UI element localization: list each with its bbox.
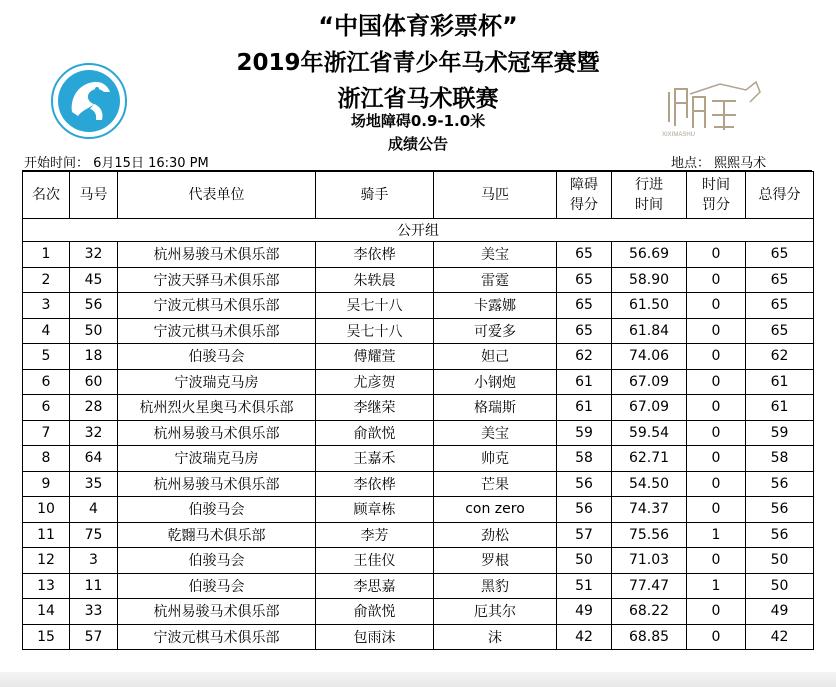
cell-club: 伯骏马会 bbox=[118, 573, 316, 599]
cell-jump-score: 62 bbox=[557, 344, 612, 370]
cell-horse: 小钢炮 bbox=[434, 369, 557, 395]
cell-time: 62.71 bbox=[612, 446, 687, 472]
cell-horse: 美宝 bbox=[434, 420, 557, 446]
cell-time: 75.56 bbox=[612, 522, 687, 548]
cell-horse: 芒果 bbox=[434, 471, 557, 497]
cell-number: 75 bbox=[70, 522, 118, 548]
table-row bbox=[23, 471, 814, 497]
cell-total: 61 bbox=[746, 369, 814, 395]
table-row bbox=[23, 395, 814, 421]
column-header-club: 代表单位 bbox=[118, 172, 316, 219]
cell-number: 18 bbox=[70, 344, 118, 370]
cell-horse: 沫 bbox=[434, 624, 557, 650]
cell-total: 50 bbox=[746, 573, 814, 599]
cell-club: 杭州易骏马术俱乐部 bbox=[118, 420, 316, 446]
column-header-rank: 名次 bbox=[23, 172, 70, 219]
title-discipline: 场地障碍0.9-1.0米 bbox=[350, 112, 486, 130]
cell-number: 33 bbox=[70, 599, 118, 625]
cell-horse: con zero bbox=[434, 497, 557, 523]
cell-total: 56 bbox=[746, 522, 814, 548]
cell-time-penalty: 0 bbox=[687, 369, 746, 395]
cell-total: 65 bbox=[746, 318, 814, 344]
cell-number: 4 bbox=[70, 497, 118, 523]
cell-time: 58.90 bbox=[612, 267, 687, 293]
cell-jump-score: 65 bbox=[557, 293, 612, 319]
cell-rider: 顾章栋 bbox=[316, 497, 434, 523]
title-league: 浙江省马术联赛 bbox=[337, 86, 499, 112]
cell-rank: 1 bbox=[23, 242, 70, 268]
cell-rank: 4 bbox=[23, 318, 70, 344]
cell-rank: 5 bbox=[23, 344, 70, 370]
cell-time: 61.50 bbox=[612, 293, 687, 319]
cell-number: 35 bbox=[70, 471, 118, 497]
cell-number: 11 bbox=[70, 573, 118, 599]
cell-club: 伯骏马会 bbox=[118, 548, 316, 574]
table-row bbox=[23, 548, 814, 574]
table-row bbox=[23, 318, 814, 344]
page-edge bbox=[0, 672, 836, 687]
cell-jump-score: 59 bbox=[557, 420, 612, 446]
group-row bbox=[23, 219, 814, 242]
cell-number: 28 bbox=[70, 395, 118, 421]
cell-time: 77.47 bbox=[612, 573, 687, 599]
cell-club: 杭州易骏马术俱乐部 bbox=[118, 471, 316, 497]
cell-time: 67.09 bbox=[612, 369, 687, 395]
cell-total: 56 bbox=[746, 497, 814, 523]
cell-rank: 2 bbox=[23, 267, 70, 293]
cell-number: 32 bbox=[70, 420, 118, 446]
cell-rider: 李依桦 bbox=[316, 471, 434, 497]
cell-club: 宁波元棋马术俱乐部 bbox=[118, 293, 316, 319]
cell-club: 杭州易骏马术俱乐部 bbox=[118, 599, 316, 625]
cell-time: 74.06 bbox=[612, 344, 687, 370]
cell-total: 59 bbox=[746, 420, 814, 446]
column-header-horse: 马匹 bbox=[434, 172, 557, 219]
cell-time-penalty: 1 bbox=[687, 522, 746, 548]
table-row bbox=[23, 624, 814, 650]
cell-jump-score: 58 bbox=[557, 446, 612, 472]
cell-horse: 雷霆 bbox=[434, 267, 557, 293]
cell-number: 56 bbox=[70, 293, 118, 319]
cell-jump-score: 61 bbox=[557, 369, 612, 395]
results-table bbox=[22, 171, 814, 650]
cell-total: 65 bbox=[746, 293, 814, 319]
cell-total: 61 bbox=[746, 395, 814, 421]
cell-club: 宁波元棋马术俱乐部 bbox=[118, 624, 316, 650]
cell-club: 杭州易骏马术俱乐部 bbox=[118, 242, 316, 268]
cell-jump-score: 50 bbox=[557, 548, 612, 574]
cell-club: 宁波元棋马术俱乐部 bbox=[118, 318, 316, 344]
column-header-time-penalty: 时间 罚分 bbox=[687, 172, 746, 219]
table-row bbox=[23, 242, 814, 268]
cell-horse: 黑豹 bbox=[434, 573, 557, 599]
cell-number: 3 bbox=[70, 548, 118, 574]
cell-number: 32 bbox=[70, 242, 118, 268]
cell-total: 65 bbox=[746, 242, 814, 268]
cell-time: 67.09 bbox=[612, 395, 687, 421]
table-row bbox=[23, 344, 814, 370]
cell-jump-score: 56 bbox=[557, 471, 612, 497]
table-row bbox=[23, 522, 814, 548]
cell-time-penalty: 0 bbox=[687, 599, 746, 625]
cell-rider: 朱轶晨 bbox=[316, 267, 434, 293]
cell-rider: 吴七十八 bbox=[316, 318, 434, 344]
cell-rank: 9 bbox=[23, 471, 70, 497]
title-event: 2019年浙江省青少年马术冠军赛暨 bbox=[236, 50, 600, 76]
cell-number: 57 bbox=[70, 624, 118, 650]
cell-rank: 10 bbox=[23, 497, 70, 523]
cell-time: 68.85 bbox=[612, 624, 687, 650]
cell-time-penalty: 0 bbox=[687, 420, 746, 446]
cell-rank: 12 bbox=[23, 548, 70, 574]
cell-time-penalty: 0 bbox=[687, 344, 746, 370]
table-row bbox=[23, 497, 814, 523]
cell-rider: 李继荣 bbox=[316, 395, 434, 421]
table-row bbox=[23, 599, 814, 625]
column-header-time: 行进 时间 bbox=[612, 172, 687, 219]
cell-time-penalty: 0 bbox=[687, 395, 746, 421]
cell-horse: 卡露娜 bbox=[434, 293, 557, 319]
table-row bbox=[23, 267, 814, 293]
cell-total: 49 bbox=[746, 599, 814, 625]
cell-rider: 李思嘉 bbox=[316, 573, 434, 599]
column-header-rider: 骑手 bbox=[316, 172, 434, 219]
venue: 地点： 熙熙马术 bbox=[671, 156, 767, 171]
cell-jump-score: 51 bbox=[557, 573, 612, 599]
group-label: 公开组 bbox=[23, 219, 814, 242]
cell-total: 58 bbox=[746, 446, 814, 472]
table-header-row bbox=[23, 172, 814, 219]
table-row bbox=[23, 293, 814, 319]
cell-jump-score: 65 bbox=[557, 242, 612, 268]
cell-club: 伯骏马会 bbox=[118, 497, 316, 523]
column-header-jump-score: 障碍 得分 bbox=[557, 172, 612, 219]
cell-club: 伯骏马会 bbox=[118, 344, 316, 370]
cell-number: 50 bbox=[70, 318, 118, 344]
cell-time: 54.50 bbox=[612, 471, 687, 497]
cell-time: 71.03 bbox=[612, 548, 687, 574]
cell-rider: 王嘉禾 bbox=[316, 446, 434, 472]
cell-rank: 3 bbox=[23, 293, 70, 319]
cell-rank: 6 bbox=[23, 395, 70, 421]
cell-club: 宁波瑞克马房 bbox=[118, 369, 316, 395]
cell-time-penalty: 0 bbox=[687, 471, 746, 497]
cell-jump-score: 65 bbox=[557, 318, 612, 344]
cell-time: 59.54 bbox=[612, 420, 687, 446]
cell-total: 50 bbox=[746, 548, 814, 574]
cell-rider: 李芳 bbox=[316, 522, 434, 548]
cell-club: 宁波瑞克马房 bbox=[118, 446, 316, 472]
club-logo-text: XIXIMASHU bbox=[662, 132, 696, 138]
cell-club: 杭州烈火星奥马术俱乐部 bbox=[118, 395, 316, 421]
cell-total: 42 bbox=[746, 624, 814, 650]
cell-number: 64 bbox=[70, 446, 118, 472]
cell-jump-score: 57 bbox=[557, 522, 612, 548]
cell-jump-score: 56 bbox=[557, 497, 612, 523]
cell-rider: 王佳仪 bbox=[316, 548, 434, 574]
cell-number: 45 bbox=[70, 267, 118, 293]
cell-rider: 吴七十八 bbox=[316, 293, 434, 319]
cell-rank: 13 bbox=[23, 573, 70, 599]
cell-time-penalty: 0 bbox=[687, 548, 746, 574]
cell-time-penalty: 1 bbox=[687, 573, 746, 599]
cell-time-penalty: 0 bbox=[687, 242, 746, 268]
cell-time-penalty: 0 bbox=[687, 267, 746, 293]
info-bar bbox=[22, 152, 812, 172]
cell-number: 60 bbox=[70, 369, 118, 395]
title-cup: “中国体育彩票杯” bbox=[318, 12, 518, 40]
cell-rank: 15 bbox=[23, 624, 70, 650]
start-time: 开始时间： 6月15日 16:30 PM bbox=[24, 156, 209, 171]
cell-jump-score: 61 bbox=[557, 395, 612, 421]
cell-rank: 11 bbox=[23, 522, 70, 548]
cell-club: 宁波天驿马术俱乐部 bbox=[118, 267, 316, 293]
table-row bbox=[23, 573, 814, 599]
cell-rider: 俞歆悦 bbox=[316, 599, 434, 625]
cell-horse: 罗根 bbox=[434, 548, 557, 574]
cell-horse: 厄其尔 bbox=[434, 599, 557, 625]
cell-rider: 傅耀萱 bbox=[316, 344, 434, 370]
cell-total: 65 bbox=[746, 267, 814, 293]
title-results: 成绩公告 bbox=[387, 135, 448, 153]
cell-time: 61.84 bbox=[612, 318, 687, 344]
table-row bbox=[23, 420, 814, 446]
cell-rider: 李依桦 bbox=[316, 242, 434, 268]
cell-rider: 尤彦贺 bbox=[316, 369, 434, 395]
cell-time: 68.22 bbox=[612, 599, 687, 625]
cell-horse: 妲己 bbox=[434, 344, 557, 370]
cell-time-penalty: 0 bbox=[687, 624, 746, 650]
cell-time-penalty: 0 bbox=[687, 293, 746, 319]
cell-horse: 帅克 bbox=[434, 446, 557, 472]
cell-horse: 劲松 bbox=[434, 522, 557, 548]
cell-rider: 包雨沫 bbox=[316, 624, 434, 650]
cell-total: 62 bbox=[746, 344, 814, 370]
cell-time: 56.69 bbox=[612, 242, 687, 268]
cell-club: 乾翾马术俱乐部 bbox=[118, 522, 316, 548]
cell-jump-score: 65 bbox=[557, 267, 612, 293]
cell-rank: 14 bbox=[23, 599, 70, 625]
column-header-total: 总得分 bbox=[746, 172, 814, 219]
cell-time: 74.37 bbox=[612, 497, 687, 523]
cell-rank: 7 bbox=[23, 420, 70, 446]
cell-total: 56 bbox=[746, 471, 814, 497]
table-row bbox=[23, 369, 814, 395]
cell-time-penalty: 0 bbox=[687, 446, 746, 472]
table-row bbox=[23, 446, 814, 472]
cell-rank: 8 bbox=[23, 446, 70, 472]
cell-rank: 6 bbox=[23, 369, 70, 395]
cell-rider: 俞歆悦 bbox=[316, 420, 434, 446]
cell-horse: 可爱多 bbox=[434, 318, 557, 344]
cell-jump-score: 42 bbox=[557, 624, 612, 650]
cell-horse: 格瑞斯 bbox=[434, 395, 557, 421]
cell-time-penalty: 0 bbox=[687, 497, 746, 523]
column-header-number: 马号 bbox=[70, 172, 118, 219]
cell-horse: 美宝 bbox=[434, 242, 557, 268]
cell-jump-score: 49 bbox=[557, 599, 612, 625]
cell-time-penalty: 0 bbox=[687, 318, 746, 344]
